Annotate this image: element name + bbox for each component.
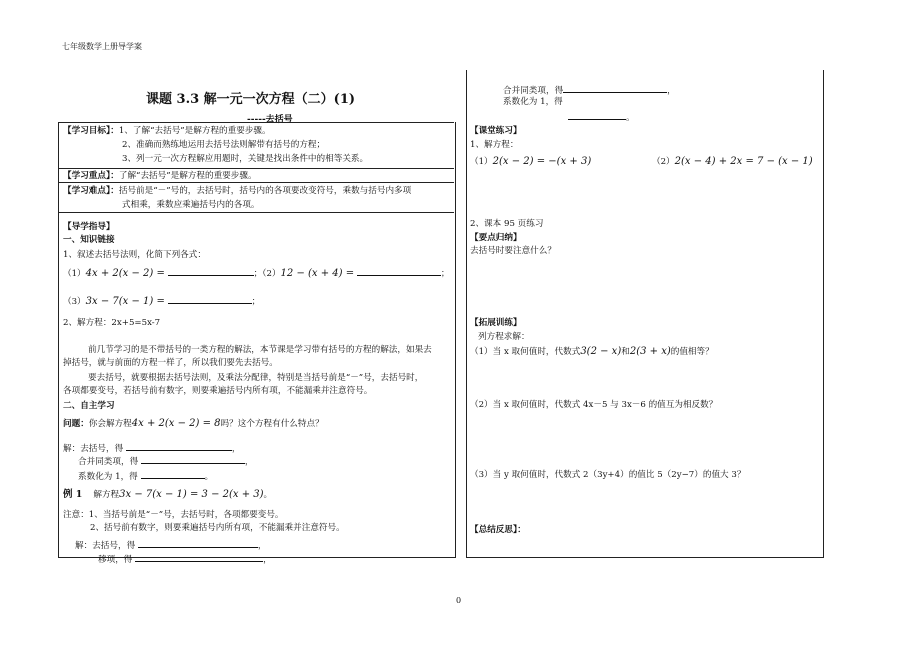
- solution-step: [98, 552, 272, 566]
- lesson-title: 课题 3.3 解一元一次方程（二）(1): [146, 92, 356, 107]
- guide-label: 【导学指导】: [63, 222, 115, 232]
- punctuation: 。: [204, 472, 214, 482]
- note-line: 2、括号前有数字，则要乘遍括号内所有项，不能漏乘并注意符号。: [90, 523, 345, 533]
- step-label: 合并同类项，得: [503, 86, 564, 96]
- exercise-number: （2）: [652, 157, 675, 167]
- practice-item: [652, 156, 813, 168]
- section-heading: 二、自主学习: [63, 401, 115, 411]
- goals-section: [63, 126, 271, 137]
- practice-question: 2、课本 95 页练习: [470, 219, 544, 229]
- difficulty-text: 括号前是“－”号的，去括号时，括号内的各项要改变符号，乘数与括号内多项: [118, 186, 412, 196]
- math-expression: 4x + 2(x − 2) = 8: [131, 418, 221, 429]
- answer-blank[interactable]: [141, 454, 245, 464]
- lesson-subtitle: -----去括号: [247, 115, 293, 125]
- problem-line: [63, 418, 324, 430]
- goal-item: 3、列一元一次方程解应用题时，关键是找出条件中的相等关系。: [122, 154, 369, 164]
- practice-question: 1、解方程：: [470, 140, 519, 150]
- example-text: 解方程: [93, 490, 120, 500]
- extend-item: [470, 346, 714, 358]
- answer-blank[interactable]: [168, 294, 252, 304]
- key-point-text: 了解“去括号”是解方程的重要步骤。: [118, 171, 257, 181]
- divider: [58, 122, 454, 123]
- math-expression: 3x − 7(x − 1) = 3 − 2(x + 3): [119, 489, 264, 500]
- section-heading: 一、知识链接: [63, 235, 115, 245]
- exercise-number: ；（2）: [253, 269, 281, 279]
- extend-text: （1）当 x 取何值时，代数式: [470, 347, 581, 357]
- punctuation: ，: [257, 541, 267, 551]
- punctuation: 。: [263, 490, 273, 500]
- answer-blank[interactable]: [126, 441, 232, 451]
- solution-step: [75, 538, 267, 552]
- answer-blank[interactable]: [568, 110, 626, 120]
- math-expression: 2(x − 4) + 2x = 7 − (x − 1): [674, 156, 813, 167]
- extend-text: 的值相等？: [670, 347, 714, 357]
- extend-item: （2）当 x 取何值时，代数式 4x－5 与 3x－6 的值互为相反数？: [470, 400, 718, 410]
- divider: [58, 168, 454, 169]
- exercise-number: （1）: [63, 269, 86, 279]
- solution-step: [503, 83, 676, 97]
- paragraph-line: 掉括号，就与前面的方程一样了，所以我们要先去括号。: [63, 358, 278, 368]
- answer-blank[interactable]: [141, 469, 205, 479]
- note-line: 注意：1、当括号前是“－”号，去括号时，各项都要变号。: [63, 510, 284, 520]
- key-point: [63, 171, 257, 182]
- extend-text: 和: [621, 347, 630, 357]
- exercise-line: [63, 294, 260, 308]
- step-label: 系数化为 1，得: [78, 472, 138, 482]
- extend-item: （3）当 y 取何值时，代数式 2（3y+4）的值比 5（2y−7）的值大 3？: [470, 470, 746, 480]
- right-frame: [466, 70, 824, 558]
- summary-question: 去括号时要注意什么？: [470, 246, 556, 256]
- paragraph-line: 要去括号，就要根据去括号法则，及乘法分配律，特别是当括号前是“－”号，去括号时，: [88, 373, 424, 383]
- example-line: [63, 489, 272, 501]
- math-expression: 3(2 − x): [580, 346, 622, 357]
- exercise-line: [63, 266, 449, 280]
- practice-item: [470, 156, 591, 168]
- math-expression: 3x − 7(x − 1) =: [85, 296, 165, 307]
- question-text: 2、解方程：2x+5=5x-7: [63, 318, 161, 328]
- key-point-label: 【学习重点】：: [63, 171, 119, 181]
- step-label: 合并同类项，得: [78, 457, 139, 467]
- difficulty-text: 式相乘，乘数应乘遍括号内的各项。: [122, 200, 260, 210]
- solution-step: [63, 441, 241, 455]
- solution-step: [568, 110, 635, 124]
- exercise-number: （3）: [63, 297, 86, 307]
- answer-blank[interactable]: [168, 266, 254, 276]
- punctuation: ，: [231, 444, 241, 454]
- example-label: 例 1: [63, 489, 83, 500]
- exercise-number: （1）: [470, 157, 493, 167]
- page-header: 七年级数学上册导学案: [62, 42, 142, 51]
- solution-step: [78, 469, 213, 483]
- solution-step: 系数化为 1，得: [503, 97, 563, 107]
- extend-label: 【拓展训练】: [470, 318, 522, 328]
- punctuation: ；: [251, 297, 261, 307]
- paragraph-line: 各项都要变号，若括号前有数字，则要乘遍括号内所有项，不能漏乘并注意符号。: [63, 386, 373, 396]
- step-label: 移项，得: [98, 555, 133, 565]
- punctuation: ，: [263, 555, 272, 565]
- reflect-label: 【总结反思】：: [470, 525, 526, 535]
- page-number: 0: [456, 596, 462, 605]
- step-label: 解：去括号，得: [75, 541, 136, 551]
- goal-item: 1、了解“去括号”是解方程的重要步骤。: [118, 126, 271, 136]
- divider: [58, 212, 454, 213]
- math-expression: 4x + 2(x − 2) =: [85, 268, 165, 279]
- extend-intro: 列方程求解：: [478, 332, 530, 342]
- practice-label: 【课堂练习】: [470, 126, 522, 136]
- question-text: 1、叙述去括号法则，化简下列各式：: [63, 250, 206, 260]
- math-expression: 12 − (x + 4) =: [280, 268, 355, 279]
- math-expression: 2(x − 2) = −(x + 3): [492, 156, 592, 167]
- answer-blank[interactable]: [138, 538, 258, 548]
- summary-label: 【要点归纳】: [470, 233, 522, 243]
- problem-text: 你会解方程: [88, 419, 132, 429]
- problem-text: 吗？这个方程有什么特点？: [220, 419, 324, 429]
- goal-item: 2、准确而熟练地运用去括号法则解带有括号的方程；: [122, 140, 326, 150]
- punctuation: ，: [244, 457, 254, 467]
- step-label: 解：去括号，得: [63, 444, 124, 454]
- answer-blank[interactable]: [563, 83, 667, 93]
- goals-label: 【学习目标】：: [63, 126, 119, 136]
- paragraph-line: 前几节学习的是不带括号的一类方程的解法，本节课是学习带有括号的方程的解法，如果去: [88, 345, 432, 355]
- punctuation: ，: [667, 86, 676, 96]
- solution-step: [78, 454, 254, 468]
- problem-label: 问题：: [63, 419, 89, 429]
- math-expression: 2(3 + x): [629, 346, 671, 357]
- divider: [58, 182, 454, 183]
- answer-blank[interactable]: [135, 552, 263, 562]
- difficulty-label: 【学习难点】：: [63, 186, 119, 196]
- punctuation: ；: [440, 269, 450, 279]
- punctuation: 。: [626, 113, 635, 123]
- difficulty: [63, 186, 411, 197]
- answer-blank[interactable]: [357, 266, 441, 276]
